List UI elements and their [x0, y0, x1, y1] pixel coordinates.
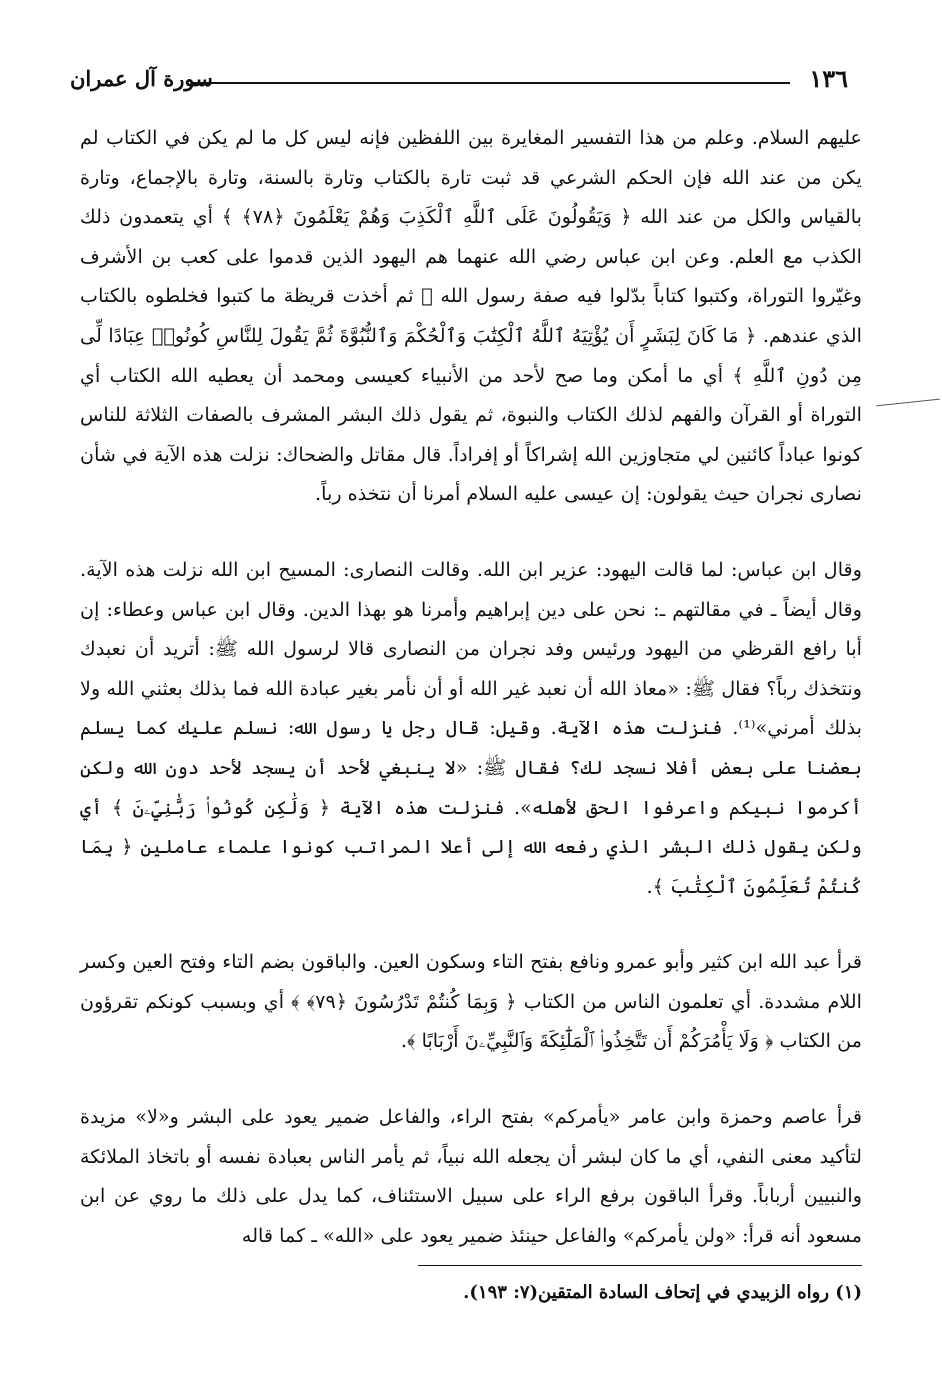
surah-title: سورة آل عمران [70, 66, 213, 91]
paragraph: قرأ عبد الله ابن كثير وأبو عمرو ونافع بفتح التاء وسكون العين. والباقون بضم التاء وفتح العين وكسر اللام مشددة. أي تعلمون الناس من الكتاب ﴿ وَبِمَا كُنتُمْ تَدْرُسُونَ ﴿٧٩﴾ ﴾ أي وبسبب كونكم تقرؤون من الكتاب ﴿ وَلَا يَأْمُرَكُمْ أَن تَتَّخِذُوا۟ ٱلْمَلَٰٓئِكَةَ وَٱلنَّبِيِّۦنَ أَرْبَابًا ﴾. [80, 950, 862, 1053]
main-text [80, 118, 862, 1255]
margin-pencil-mark [876, 399, 940, 407]
footnote-separator [418, 1265, 862, 1266]
footnote: (١) رواه الزبيدي في إتحاف السادة المتقين(٧: ١٩٣). [463, 1282, 862, 1303]
page-number: ١٣٦ [809, 64, 848, 93]
paragraph: قرأ عاصم وحمزة وابن عامر «يأمركم» بفتح الراء، والفاعل ضمير يعود على البشر و«لا» مزيدة لتأكيد معنى النفي، أي ما كان لبشر أن يجعله الله نبياً، ثم يأمر الناس بعبادة نفسه أو باتخاذ الملائكة والنبيين أرباباً. وقرأ الباقون برفع الراء على سبيل الاستئناف، كما يدل على ذلك ما روي عن ابن مسعود أنه قرأ: «ولن يأمركم» والفاعل حينئذ ضمير يعود على «الله» ـ كما قاله [80, 1105, 862, 1247]
paragraph: وقال ابن عباس: لما قالت اليهود: عزير ابن الله. وقالت النصارى: المسيح ابن الله نزلت هذه الآية. وقال أيضاً ـ في مقالتهم ـ: نحن على دين إبراهيم وأمرنا هو بهذا الدين. وقال ابن عباس وعطاء: إن أبا رافع القرظي من اليهود ورئيس وفد نجران من النصارى قالا لرسول الله ﷺ: أتريد أن نعبدك ونتخذك رباً؟ فقال ﷺ: «معاذ الله أن نعبد غير الله أو أن نأمر بغير عبادة الله فما بذلك بعثني الله ولا بذلك أمرني»⁽¹⁾. فنزلت هذه الآية. وقيل: قال رجل يا رسول الله: نسلم عليك كما يسلم بعضنا على بعض أفلا نسجد لك؟ فقال ﷺ: «لا ينبغي لأحد أن يسجد لأحد دون الله ولكن أكرموا نبيكم واعرفوا الحق لأهله». فنزلت هذه الآية ﴿ وَلَٰكِن كُونُوا۟ رَبَّٰنِيِّۦنَ ﴾ أي ولكن يقول ذلك البشر الذي رفعه الله إلى أعلا المراتب كونوا علماء عاملين ﴿ بِمَا كُنتُمْ تُعَلِّمُونَ ٱلْكِتَٰبَ ﴾. [80, 557, 862, 898]
page-header [70, 64, 848, 100]
paragraph: عليهم السلام. وعلم من هذا التفسير المغايرة بين اللفظين فإنه ليس كل ما لم يكن في الكتاب لم يكن من عند الله فإن الحكم الشرعي قد ثبت تارة بالكتاب وتارة بالسنة، وتارة بالإجماع، وتارة بالقياس والكل من عند الله ﴿ وَيَقُولُونَ عَلَى ٱللَّهِ ٱلْكَذِبَ وَهُمْ يَعْلَمُونَ ﴿٧٨﴾ ﴾ أي يتعمدون ذلك الكذب مع العلم. وعن ابن عباس رضي الله عنهما هم اليهود الذين قدموا على كعب بن الأشرف وغيّروا التوراة، وكتبوا كتاباً بدّلوا فيه صفة رسول الله ﷺ ثم أخذت قريظة ما كتبوا فخلطوه بالكتاب الذي عندهم. ﴿ مَا كَانَ لِبَشَرٍ أَن يُؤْتِيَهُ ٱللَّهُ ٱلْكِتَٰبَ وَٱلْحُكْمَ وَٱلنُّبُوَّةَ ثُمَّ يَقُولَ لِلنَّاسِ كُونُوا۟ عِبَادًا لِّى مِن دُونِ ٱللَّهِ ﴾ أي ما أمكن وما صح لأحد من الأنبياء كعيسى ومحمد أن يعطيه الله الكتاب أي التوراة أو القرآن والفهم لذلك الكتاب والنبوة، ثم يقول ذلك البشر المشرف بالصفات الثلاثة للناس كونوا عباداً كائنين لي متجاوزين الله إشراكاً أو إفراداً. قال مقاتل والضحاك: نزلت هذه الآية في شأن نصارى نجران حيث يقولون: إن عيسى عليه السلام أمرنا أن نتخذه رباً. [80, 126, 862, 506]
header-rule [192, 82, 790, 84]
